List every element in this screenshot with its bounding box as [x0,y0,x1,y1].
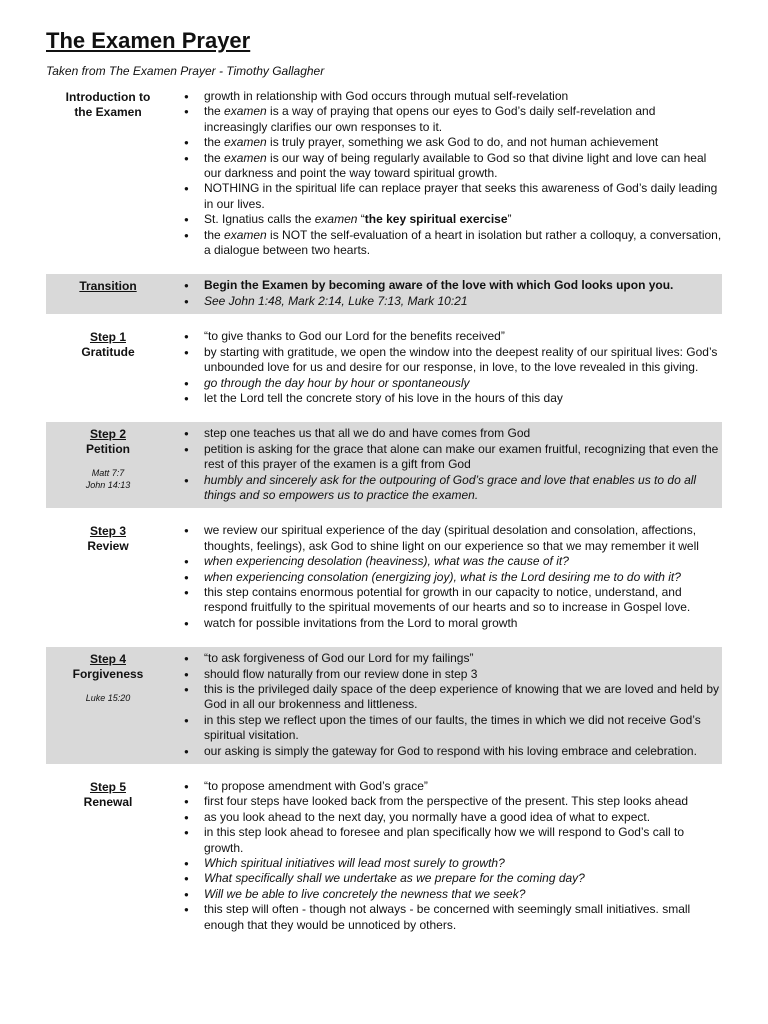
bullet-list [170,89,722,258]
bullet-item: ● this step will often - though not always - be concerned with seemingly small initiatives. small enough that they would be unnoticed by others. [170,902,722,933]
section-label-line2: Gratitude [81,345,135,360]
bullet-item: ● this step contains enormous potential for growth in our capacity to notice, understand, and respond fruitfully to the spiritual movements of our hearts and so to increase in Gospel love. [170,585,722,616]
scripture-ref: Luke 15:20 [85,693,131,704]
bullet-item: ● this is the privileged daily space of the deep experience of knowing that we are loved and held by God in all our brokenness and littleness. [170,682,722,713]
section-label-line1: Step 1 [89,330,126,345]
section-label-line1: Step 5 [89,780,126,795]
bullet-item: ● the examen is a way of praying that opens our eyes to God’s daily self-revelation and increasingly clarifies our own responses to it. [170,104,722,135]
bullet-item: ● should flow naturally from our review done in step 3 [170,667,722,682]
bullet-item: ● in this step we reflect upon the times of our faults, the times in which we did not receive God’s spiritual visitation. [170,713,722,744]
bullet-item: ● St. Ignatius calls the examen “the key spiritual exercise” [170,212,722,227]
document-page [46,28,722,938]
bullet-list [170,523,722,631]
bullet-item: ● step one teaches us that all we do and have comes from God [170,426,722,441]
bullet-item: ● our asking is simply the gateway for God to respond with his loving embrace and celebration. [170,744,722,759]
section-label-line1: Transition [79,279,137,294]
bullet-item: ● when experiencing consolation (energizing joy), what is the Lord desiring me to do with it? [170,570,722,585]
document-subtitle: Taken from The Examen Prayer - Timothy Gallagher [46,64,325,78]
bullet-item: ● Will we be able to live concretely the newness that we seek? [170,887,722,902]
bullet-item: ● watch for possible invitations from the Lord to moral growth [170,616,722,631]
document-title: The Examen Prayer [46,28,251,53]
section-step-1 [46,325,722,411]
bullet-item: ● as you look ahead to the next day, you normally have a good idea of what to expect. [170,810,722,825]
section-label-line2: Renewal [83,795,133,810]
section-transition [46,274,722,314]
bullet-item: ● humbly and sincerely ask for the outpouring of God’s grace and love that enables us to do all things and so empowers us to practice the examen. [170,473,722,504]
section-step-4 [46,647,722,764]
bullet-item: ● Begin the Examen by becoming aware of the love with which God looks upon you. [170,278,722,293]
section-label [46,426,170,503]
bullet-item: ● petition is asking for the grace that alone can make our examen fruitful, recognizing that even the rest of this prayer of the examen is a gift from God [170,442,722,473]
bullet-item: ● let the Lord tell the concrete story of his love in the hours of this day [170,391,722,406]
section-step-2 [46,422,722,508]
bullet-item: ● “to propose amendment with God’s grace” [170,779,722,794]
bullet-item: ● by starting with gratitude, we open the window into the deepest reality of our spiritual lives: God’s unbounded love for us and desire for our response, in love, to the love revealed in this giving. [170,345,722,376]
section-label-line1: Step 3 [89,524,126,539]
section-label-line1: Step 2 [89,427,126,442]
scripture-refs [46,467,170,491]
section-label [46,278,170,309]
bullet-list [170,278,722,309]
bullet-item: ● “to ask forgiveness of God our Lord for my failings” [170,651,722,666]
bullet-item: ● NOTHING in the spiritual life can replace prayer that seeks this awareness of God’s daily leading in our lives. [170,181,722,212]
bullet-item: ● growth in relationship with God occurs through mutual self-revelation [170,89,722,104]
scripture-ref: John 14:13 [85,480,131,491]
section-label [46,651,170,759]
section-label-line1: Step 4 [89,652,126,667]
bullet-list [170,329,722,406]
bullet-item: ● Which spiritual initiatives will lead most surely to growth? [170,856,722,871]
bullet-list [170,426,722,503]
section-label-line2: Petition [86,442,130,457]
section-label [46,89,170,258]
bullet-item: ● the examen is truly prayer, something we ask God to do, and not human achievement [170,135,722,150]
section-label-line2: Forgiveness [72,667,144,682]
section-label [46,523,170,631]
scripture-refs [46,692,170,704]
bullet-item: ● go through the day hour by hour or spontaneously [170,376,722,391]
section-label [46,329,170,406]
bullet-item: ● when experiencing desolation (heaviness), what was the cause of it? [170,554,722,569]
bullet-item: ● the examen is our way of being regularly available to God so that divine light and love can heal our darkness and point the way toward spiritual growth. [170,151,722,182]
bullet-item: ● “to give thanks to God our Lord for the benefits received” [170,329,722,344]
section-step-5 [46,775,722,938]
bullet-item: ● See John 1:48, Mark 2:14, Luke 7:13, Mark 10:21 [170,294,722,309]
section-introduction [46,85,722,263]
scripture-ref: Matt 7:7 [91,468,125,479]
section-label-line2: the Examen [74,105,142,119]
bullet-item: ● first four steps have looked back from the perspective of the present. This step looks ahead [170,794,722,809]
bullet-item: ● the examen is NOT the self-evaluation of a heart in isolation but rather a colloquy, a conversation, a dialogue between two hearts. [170,228,722,259]
bullet-item: ● in this step look ahead to foresee and plan specifically how we will respond to God’s call to growth. [170,825,722,856]
bullet-item: ● we review our spiritual experience of the day (spiritual desolation and consolation, affections, thoughts, feelings), ask God to shine light on our experience so that we may remember it well [170,523,722,554]
bullet-list [170,779,722,933]
section-step-3 [46,519,722,636]
section-label-line2: Review [87,539,129,554]
section-label [46,779,170,933]
bullet-list [170,651,722,759]
bullet-item: ● What specifically shall we undertake as we prepare for the coming day? [170,871,722,886]
section-label-line1: Introduction to [65,90,151,104]
